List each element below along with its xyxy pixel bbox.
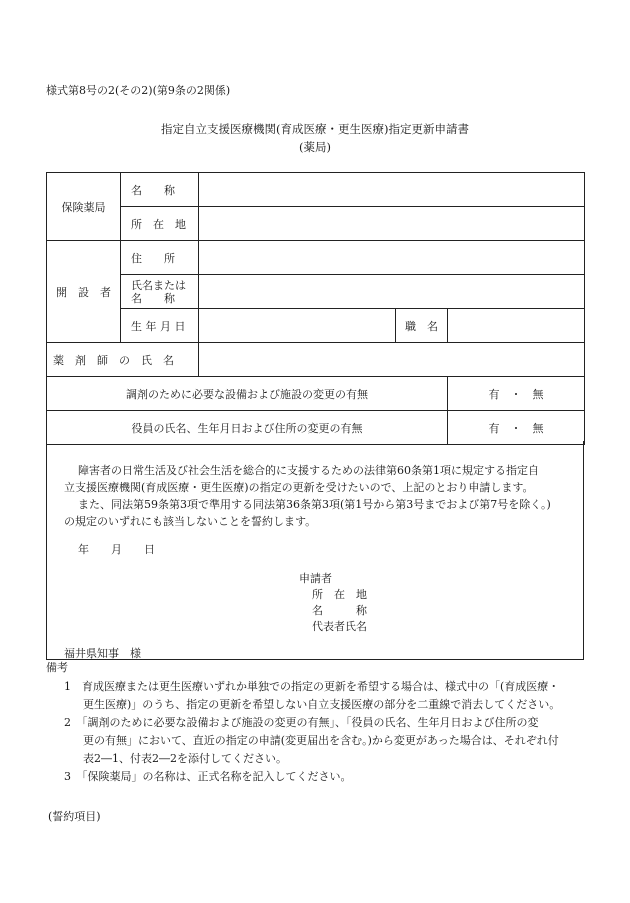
pharmacist-label: 薬 剤 師 の 氏 名 [47,343,199,377]
declaration-date: 年 月 日 [78,543,155,556]
remarks-heading: 備考 [46,661,68,674]
applicant-label: 申請者 [299,572,332,585]
change-facilities-label: 調剤のために必要な設備および施設の変更の有無 [47,377,448,411]
founder-name-label-line2: 名 称 [131,291,175,305]
remark-2-line1: 2 「調剤のために必要な設備および施設の変更の有無」、「役員の氏名、生年月日および住所の変 [64,716,539,729]
pharmacy-name-field[interactable] [199,173,585,207]
declaration-p2-line2: の規定のいずれにも該当しないことを誓約します。 [64,515,317,528]
founder-name-field[interactable] [199,275,585,309]
declaration-p1-line2: 立支援医療機関(育成医療・更生医療)の指定の更新を受けたいので、上記のとおり申請します。 [64,481,534,494]
applicant-rep-label: 代表者氏名 [312,620,367,633]
remarks-list [64,678,584,786]
founder-birth-field[interactable] [199,309,396,343]
applicant-name-label: 名 称 [312,604,367,617]
founder-job-label: 職 名 [396,309,448,343]
footer-note: (誓約項目) [48,810,101,823]
founder-address-field[interactable] [199,241,585,275]
pharmacist-field[interactable] [199,343,585,377]
declaration-p1-line1: 障害者の日常生活及び社会生活を総合的に支援するための法律第60条第1項に規定する指定自 [78,464,539,477]
remark-2-line3: 表2―1、付表2―2を添付してください。 [83,752,287,765]
founder-birth-label: 生 年 月 日 [121,309,199,343]
remark-2-line2: 更の有無」において、直近の指定の申請(変更届出を含む。)から変更があった場合は、それぞれ付 [83,734,559,747]
form-number: 様式第8号の2(その2)(第9条の2関係) [46,84,231,97]
pharmacy-group-label: 保険薬局 [47,173,121,241]
founder-job-field[interactable] [448,309,585,343]
declaration-p2-line1: また、同法第59条第3項で準用する同法第36条第3項(第1号から第3号までおよび第7号を除く。) [78,498,551,511]
applicant-address-label: 所 在 地 [312,588,367,601]
founder-group-label: 開 設 者 [47,241,121,343]
declaration-paragraph-1 [64,462,576,530]
remark-1-line2: 更生医療)」のうち、指定の更新を希望しない自立支援医療の部分を二重線で消去してください。 [83,698,561,711]
founder-name-label-line1: 氏名または [131,278,186,292]
document-subtitle: (薬局) [299,140,331,154]
founder-name-label [121,275,199,309]
founder-address-label: 住 所 [121,241,199,275]
pharmacy-address-field[interactable] [199,207,585,241]
remark-3: 3 「保険薬局」の名称は、正式名称を記入してください。 [64,770,352,783]
application-table [46,172,585,445]
pharmacy-name-label: 名 称 [121,173,199,207]
change-facilities-choice[interactable]: 有 ・ 無 [448,377,585,411]
remark-1-line1: 1 育成医療または更生医療いずれか単独での指定の更新を希望する場合は、様式中の「(育成医療・ [64,680,560,693]
change-officers-choice[interactable]: 有 ・ 無 [448,411,585,445]
addressee: 福井県知事 様 [64,647,141,660]
document-title: 指定自立支援医療機関(育成医療・更生医療)指定更新申請書 [161,122,469,136]
change-officers-label: 役員の氏名、生年月日および住所の変更の有無 [47,411,448,445]
pharmacy-address-label: 所 在 地 [121,207,199,241]
